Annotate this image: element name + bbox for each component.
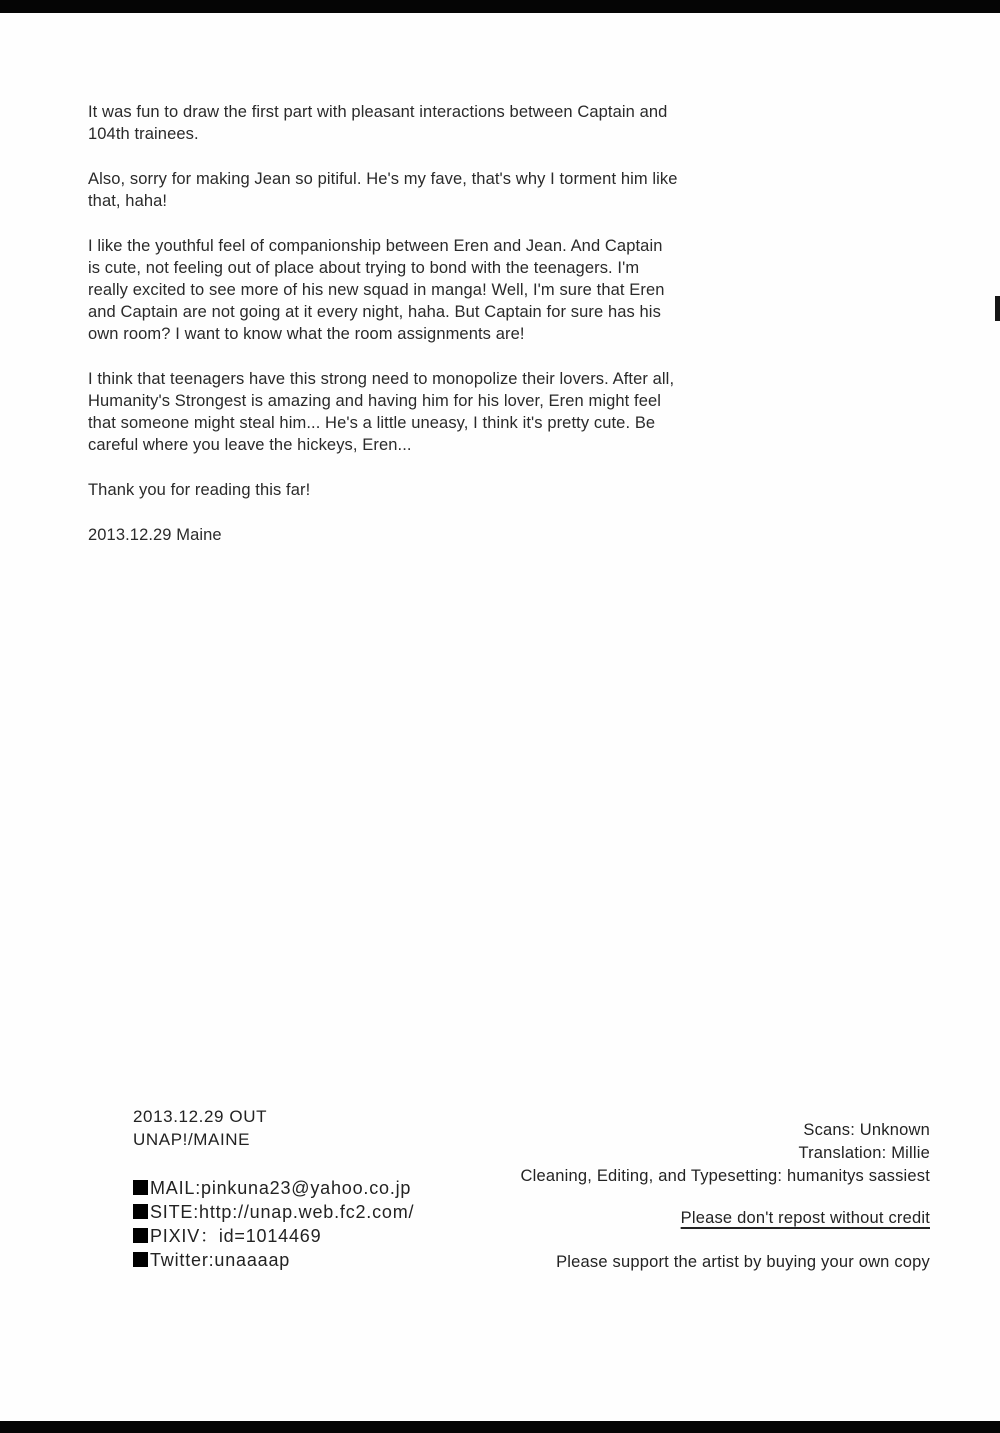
afterword-paragraph (88, 479, 678, 501)
afterword-line: I think that teenagers have this strong need to monopolize their lovers. After all, (88, 370, 675, 388)
afterword-text (88, 101, 678, 569)
credit-line: Cleaning, Editing, and Typesetting: humanitys sassiest (520, 1167, 930, 1185)
contact-item (133, 1248, 414, 1272)
circle-artist-name: UNAP!/MAINE (133, 1130, 251, 1149)
credit-line: Translation: Millie (798, 1144, 930, 1162)
afterword-line: that someone might steal him... He's a little uneasy, I think it's pretty cute. Be (88, 414, 656, 432)
publication-info (133, 1105, 414, 1272)
black-square-icon (133, 1204, 148, 1219)
contact-list (133, 1176, 414, 1272)
contact-item (133, 1176, 414, 1200)
afterword-line: It was fun to draw the first part with pleasant interactions between Captain and (88, 103, 668, 121)
afterword-line: 2013.12.29 Maine (88, 526, 222, 544)
afterword-line: Also, sorry for making Jean so pitiful. He's my fave, that's why I torment him like (88, 170, 678, 188)
afterword-line: really excited to see more of his new squad in manga! Well, I'm sure that Eren (88, 281, 665, 299)
afterword-paragraph (88, 524, 678, 546)
afterword-line: Thank you for reading this far! (88, 481, 311, 499)
contact-label: SITE:http://unap.web.fc2.com/ (150, 1202, 415, 1222)
scan-edge-mark (995, 296, 1000, 321)
contact-label: Twitter:unaaaap (150, 1250, 291, 1270)
release-date: 2013.12.29 OUT (133, 1107, 268, 1126)
afterword-line: I like the youthful feel of companionship between Eren and Jean. And Captain (88, 237, 663, 255)
scan-edge-top-bar (0, 0, 1000, 13)
afterword-paragraph (88, 168, 678, 212)
repost-notice: Please don't repost without credit (680, 1209, 930, 1227)
contact-label: PIXIV：id=1014469 (150, 1226, 322, 1246)
afterword-line: that, haha! (88, 192, 168, 210)
afterword-paragraph (88, 101, 678, 145)
afterword-line: own room? I want to know what the room assignments are! (88, 325, 525, 343)
afterword-line: 104th trainees. (88, 125, 199, 143)
contact-item (133, 1224, 414, 1248)
black-square-icon (133, 1252, 148, 1267)
credit-lines (521, 1119, 930, 1188)
afterword-line: and Captain are not going at it every night, haha. But Captain for sure has his (88, 303, 661, 321)
credit-line: Scans: Unknown (803, 1121, 930, 1139)
afterword-paragraph (88, 368, 678, 456)
contact-label: MAIL:pinkuna23@yahoo.co.jp (150, 1178, 412, 1198)
scan-edge-bottom-bar (0, 1421, 1000, 1433)
contact-item (133, 1200, 414, 1224)
afterword-line: Humanity's Strongest is amazing and having him for his lover, Eren might feel (88, 392, 662, 410)
scanlation-credits (521, 1119, 930, 1274)
support-notice: Please support the artist by buying your own copy (556, 1253, 930, 1271)
afterword-paragraph (88, 235, 678, 345)
black-square-icon (133, 1228, 148, 1243)
afterword-line: is cute, not feeling out of place about trying to bond with the teenagers. I'm (88, 259, 640, 277)
afterword-line: careful where you leave the hickeys, Eren... (88, 436, 412, 454)
black-square-icon (133, 1180, 148, 1195)
